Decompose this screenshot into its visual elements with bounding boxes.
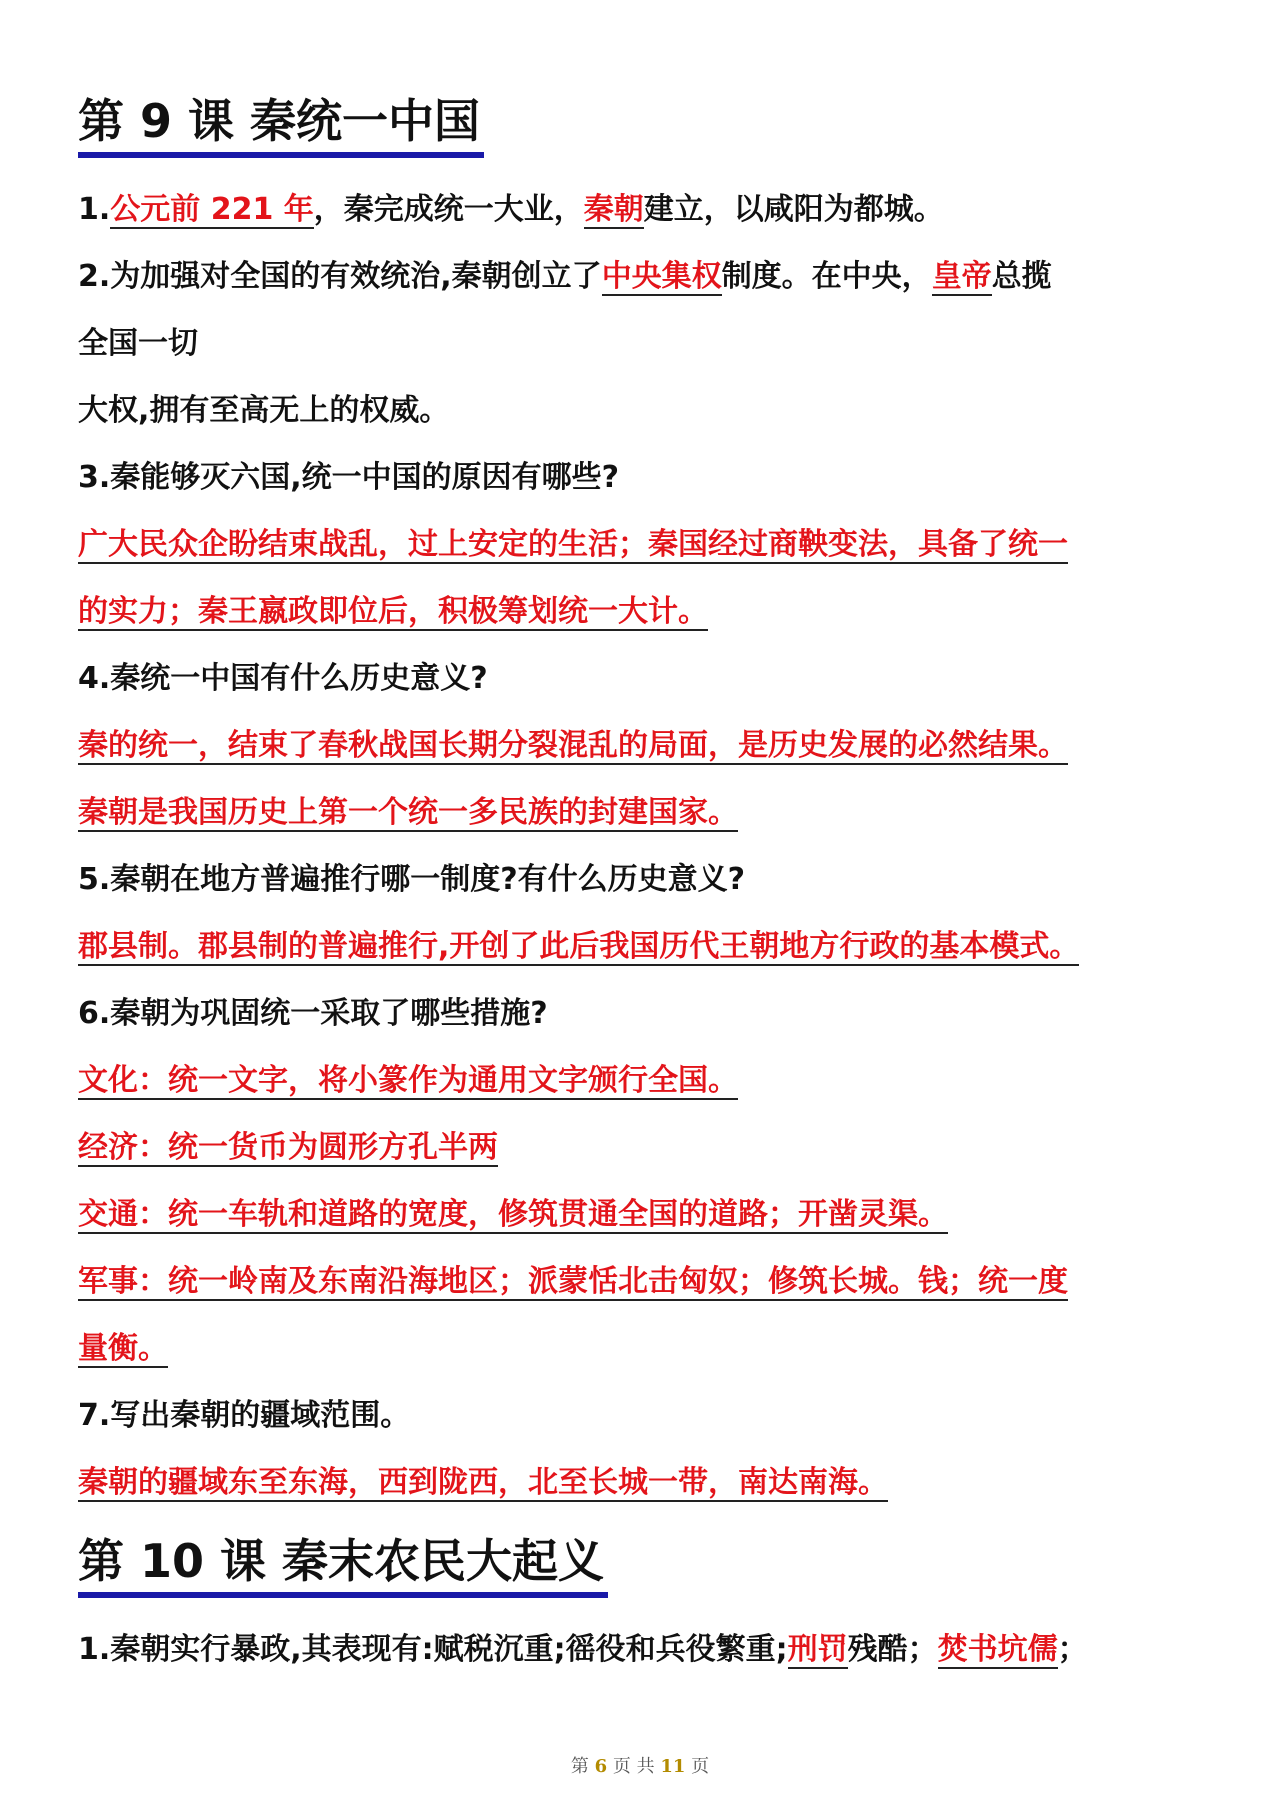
answer-blank-year: 公元前 221 年 [110,192,314,227]
lesson-9-title: 第 9 课 秦统一中国 [78,90,484,158]
lesson-9-answer-5-line-1: 郡县制。郡县制的普遍推行,开创了此后我国历代王朝地方行政的基本模式。 [78,929,1080,964]
item-text: 为加强对全国的有效统治,秦朝创立了 [110,259,602,294]
lesson-9-heading-block [78,90,1208,158]
answer-blank-dynasty: 秦朝 [583,192,644,227]
item-text: ，秦完成统一大业， [313,192,584,227]
lesson-10-title: 第 10 课 秦末农民大起义 [78,1530,608,1598]
lesson-9-answer-6-military-cont: 量衡。 [78,1331,168,1366]
answer-blank-emperor: 皇帝 [931,259,992,294]
lesson-9-item-2-line-3: 大权,拥有至高无上的权威。 [78,393,450,428]
item-text: 建立，以咸阳为都城。 [643,192,944,227]
lesson-9-answer-3-line-2: 的实力；秦王嬴政即位后，积极筹划统一大计。 [78,594,708,629]
document-page [78,90,1208,1683]
lesson-9-question-6: 6.秦朝为巩固统一采取了哪些措施? [78,996,548,1031]
answer-blank-book-burning: 焚书坑儒 [937,1632,1058,1667]
lesson-9-question-7: 7.写出秦朝的疆域范围。 [78,1398,411,1433]
lesson-10-heading-block [78,1530,1208,1598]
lesson-9-question-3: 3.秦能够灭六国,统一中国的原因有哪些? [78,460,620,495]
answer-blank-system: 中央集权 [601,259,722,294]
page-footer [0,1752,1280,1778]
lesson-9-question-5: 5.秦朝在地方普遍推行哪一制度?有什么历史意义? [78,862,746,897]
lesson-9-question-4: 4.秦统一中国有什么历史意义? [78,661,488,696]
footer-suffix: 页 [691,1756,710,1777]
lesson-9-item-2-line-2: 全国一切 [78,326,198,361]
item-text: 总揽 [991,259,1052,294]
footer-page-number: 6 [594,1756,608,1777]
lesson-9-item-1 [78,176,1208,243]
item-text: 1.秦朝实行暴政,其表现有:赋税沉重;徭役和兵役繁重; [78,1632,788,1667]
lesson-10-item-1 [78,1616,1208,1683]
lesson-9-answer-3-line-1: 广大民众企盼结束战乱，过上安定的生活；秦国经过商鞅变法，具备了统一 [78,527,1068,562]
footer-total-pages: 11 [660,1756,686,1777]
item-text: ； [1057,1632,1088,1667]
lesson-9-answer-4-line-1: 秦的统一，结束了春秋战国长期分裂混乱的局面，是历史发展的必然结果。 [78,728,1068,763]
footer-middle: 页 共 [612,1756,655,1777]
item-number: 1. [78,192,111,227]
lesson-9-item-2 [78,243,1208,310]
lesson-9-answer-6-culture: 文化：统一文字，将小篆作为通用文字颁行全国。 [78,1063,738,1098]
lesson-9-answer-6-transport: 交通：统一车轨和道路的宽度，修筑贯通全国的道路；开凿灵渠。 [78,1197,948,1232]
item-number: 2. [78,259,111,294]
lesson-9-answer-6-military: 军事：统一岭南及东南沿海地区；派蒙恬北击匈奴；修筑长城。钱；统一度 [78,1264,1068,1299]
footer-prefix: 第 [570,1756,589,1777]
lesson-9-answer-4-line-2: 秦朝是我国历史上第一个统一多民族的封建国家。 [78,795,738,830]
lesson-9-answer-6-economy: 经济：统一货币为圆形方孔半两 [78,1130,498,1165]
answer-blank-punishment: 刑罚 [787,1632,848,1667]
item-text: 制度。在中央， [721,259,932,294]
item-text: 残酷； [847,1632,938,1667]
lesson-9-answer-7-line-1: 秦朝的疆域东至东海，西到陇西，北至长城一带，南达南海。 [78,1465,888,1500]
